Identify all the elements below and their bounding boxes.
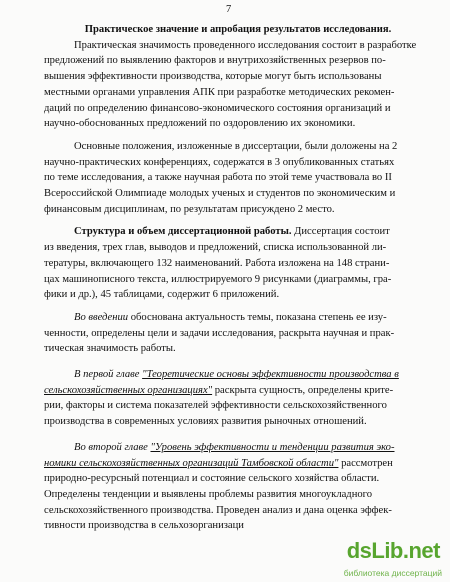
text-line: тературы, включающего 132 наименований. Работа изложена на 148 страни- (44, 257, 390, 269)
paragraph-approbation (44, 139, 432, 218)
dslib-logo[interactable] (347, 540, 440, 563)
paragraph-chapter-two (44, 440, 432, 534)
text-fragment: Диссертация состоит (291, 226, 390, 238)
text-line: из введения, трех глав, выводов и предложений, списка использованной ли- (44, 242, 387, 254)
text-line: местными органами управления АПК при разработке методических рекомен- (44, 86, 395, 98)
text-line: предложений по выявлению факторов и внутрихозяйственных резервов по- (44, 55, 386, 67)
chapter-title: "Теоретические основы эффективности производства в (142, 369, 399, 381)
text-line: ченности, определены цели и задачи исследования, раскрыта научная и прак- (44, 327, 395, 339)
text-line: финансовым дисциплинам, по результатам присуждено 2 место. (44, 203, 335, 215)
text-line: природно-ресурсный потенциал и состояние сельского хозяйства области. (44, 473, 380, 485)
text-line: даций по определению финансово-экономического состояния организаций и (44, 102, 391, 114)
text-line: сельскохозяйственного производства. Проведен анализ и дана оценка эффек- (44, 504, 392, 516)
text-line: Основные положения, изложенные в диссертации, были доложены на 2 (74, 140, 398, 152)
italic-term: В первой главе (74, 369, 140, 381)
text-line: вышения эффективности производства, которые могут быть использованы (44, 71, 382, 83)
text-fragment: раскрыта сущность, определены крите- (212, 384, 394, 396)
page-number: 7 (226, 4, 232, 15)
text-fragment: обоснована актуальность темы, показана степень ее изу- (128, 311, 387, 323)
text-line: научно-практических конференциях, содержатся в 3 опубликованных статьях (44, 156, 395, 168)
text-line: тическая значимость работы. (44, 343, 176, 355)
italic-term: Во введении (74, 311, 129, 323)
chapter-title: номики сельскохозяйственных организаций Тамбовской области" (44, 457, 339, 469)
logo-part: Lib (371, 538, 403, 563)
text-line: тивности производства в сельхозорганизаци (44, 520, 244, 532)
italic-term: Во второй главе (74, 441, 148, 453)
text-line: научно-обоснованных предложений по оздоровлению их экономики. (44, 118, 356, 130)
page-content (44, 22, 432, 534)
text-line (44, 310, 432, 326)
text-line (44, 383, 432, 399)
text-line: Практическая значимость проведенного исследования состоит в разработке (74, 39, 417, 51)
text-line (44, 367, 432, 383)
logo-part: .net (402, 538, 440, 563)
chapter-title: "Уровень эффективности и тенденции развития эко- (150, 441, 395, 453)
chapter-title: сельскохозяйственных организациях" (44, 384, 213, 396)
text-line: фики и др.), 45 таблицами, содержит 6 приложений. (44, 289, 280, 301)
structure-heading: Структура и объем диссертационной работы. (74, 226, 292, 238)
dslib-logo-text (347, 538, 440, 563)
text-line: Определены тенденции и выявлены проблемы развития многоукладного (44, 488, 373, 500)
dslib-tagline: библиотека диссертаций (343, 568, 442, 578)
paragraph-practical-significance (44, 38, 432, 132)
text-line (44, 224, 432, 240)
text-fragment: рассмотрен (338, 457, 393, 469)
text-line: по теме исследования, а также научная работа по этой теме участвовала во II (44, 172, 392, 184)
text-line (44, 456, 432, 472)
dslib-watermark[interactable] (314, 540, 444, 578)
text-line (44, 440, 432, 456)
text-line: цах машинописного текста, иллюстрируемого 9 рисунками (диаграммы, гра- (44, 273, 392, 285)
paragraph-chapter-one (44, 367, 432, 430)
logo-part: ds (346, 538, 372, 563)
section-heading: Практическое значение и апробация результатов исследования. (84, 24, 392, 35)
text-line: Всероссийской Олимпиаде молодых ученых и студентов по экономическим и (44, 188, 396, 200)
text-line: рии, факторы и система показателей эффективности сельскохозяйственного (44, 400, 387, 412)
paragraph-introduction (44, 310, 432, 357)
text-line: производства в современных условиях развития рыночных отношений. (44, 416, 367, 428)
paragraph-structure (44, 224, 432, 303)
